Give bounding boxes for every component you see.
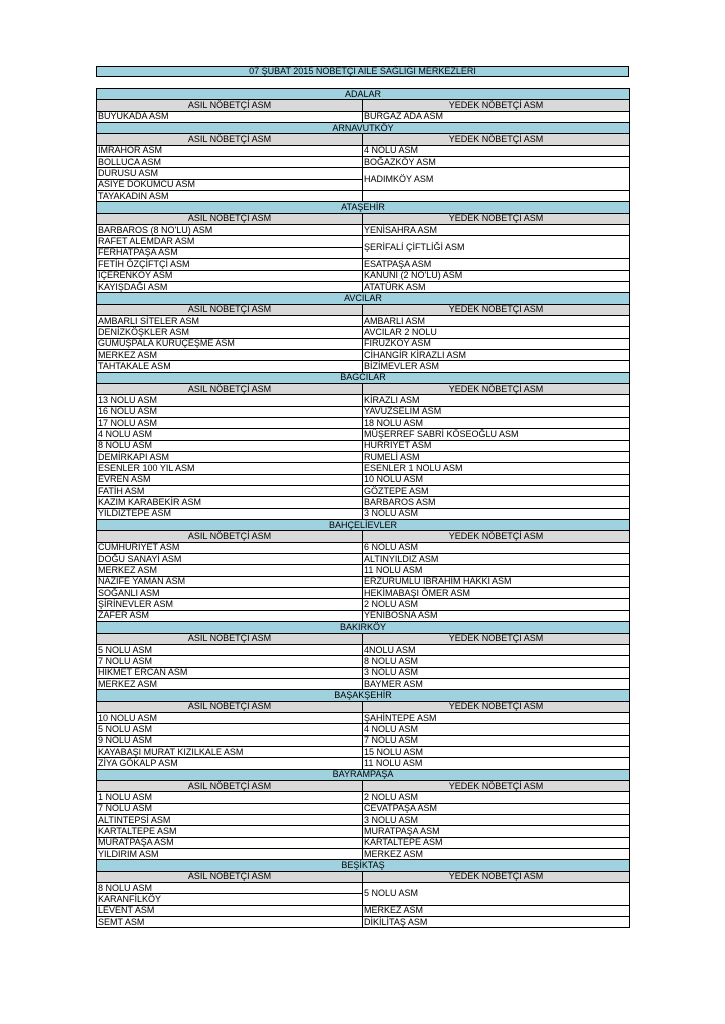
asil-header: ASIL NÖBETÇİ ASM bbox=[97, 531, 363, 542]
table-row bbox=[97, 735, 630, 746]
district-row bbox=[97, 202, 630, 213]
district-name: BAĞCILAR bbox=[97, 372, 630, 383]
yedek-cell: MERKEZ ASM bbox=[363, 849, 630, 860]
yedek-cell: CİHANGİR KİRAZLI ASM bbox=[363, 349, 630, 360]
table-row bbox=[97, 486, 630, 497]
yedek-cell: 8 NOLU ASM bbox=[363, 656, 630, 667]
asil-cell: HİKMET ERCAN ASM bbox=[97, 667, 363, 678]
table-row bbox=[97, 338, 630, 349]
asil-cell: İÇERENKÖY ASM bbox=[97, 270, 363, 281]
yedek-cell: DİKİLİTAŞ ASM bbox=[363, 917, 630, 928]
table-row bbox=[97, 406, 630, 417]
table-row bbox=[97, 417, 630, 428]
column-header-row bbox=[97, 701, 630, 712]
asil-cell: 10 NOLU ASM bbox=[97, 712, 363, 723]
table-row bbox=[97, 712, 630, 723]
table-row bbox=[97, 883, 630, 894]
yedek-cell bbox=[363, 191, 630, 202]
district-name: AVCILAR bbox=[97, 293, 630, 304]
yedek-cell: 3 NOLU ASM bbox=[363, 508, 630, 519]
table-row bbox=[97, 599, 630, 610]
yedek-cell: ATATÜRK ASM bbox=[363, 281, 630, 292]
district-name: BAHÇELİEVLER bbox=[97, 520, 630, 531]
table-row bbox=[97, 225, 630, 236]
table-row bbox=[97, 440, 630, 451]
table-row bbox=[97, 281, 630, 292]
yedek-cell: AVCILAR 2 NOLU bbox=[363, 327, 630, 338]
asil-cell: 17 NOLU ASM bbox=[97, 417, 363, 428]
table-row bbox=[97, 826, 630, 837]
asil-cell: RAFET ALEMDAR ASM bbox=[97, 236, 363, 247]
asil-header: ASIL NÖBETÇİ ASM bbox=[97, 213, 363, 224]
table-row bbox=[97, 361, 630, 372]
asil-cell: 8 NOLU ASM bbox=[97, 440, 363, 451]
table-row bbox=[97, 837, 630, 848]
district-name: BAKIRKÖY bbox=[97, 622, 630, 633]
yedek-cell: GÖZTEPE ASM bbox=[363, 486, 630, 497]
duty-table bbox=[96, 88, 630, 928]
asil-cell: KAYABAŞI MURAT KIZILKALE ASM bbox=[97, 746, 363, 757]
yedek-cell: YAVUZSELİM ASM bbox=[363, 406, 630, 417]
asil-cell: ESENLER 100 YIL ASM bbox=[97, 463, 363, 474]
yedek-cell: ŞAHİNTEPE ASM bbox=[363, 712, 630, 723]
yedek-cell: 4NOLU ASM bbox=[363, 644, 630, 655]
table-row bbox=[97, 474, 630, 485]
asil-cell: SOĞANLI ASM bbox=[97, 588, 363, 599]
district-row bbox=[97, 520, 630, 531]
column-header-row bbox=[97, 134, 630, 145]
table-row bbox=[97, 656, 630, 667]
column-header-row bbox=[97, 780, 630, 791]
asil-cell: ASİYE DÖKÜMCÜ ASM bbox=[97, 179, 363, 190]
district-row bbox=[97, 293, 630, 304]
asil-header: ASIL NÖBETÇİ ASM bbox=[97, 633, 363, 644]
yedek-cell: 7 NOLU ASM bbox=[363, 735, 630, 746]
yedek-cell: 11 NOLU ASM bbox=[363, 758, 630, 769]
yedek-cell: KARTALTEPE ASM bbox=[363, 837, 630, 848]
yedek-cell: ERZURUMLU İBRAHİM HAKKI ASM bbox=[363, 576, 630, 587]
asil-cell: DOĞU SANAYİ ASM bbox=[97, 554, 363, 565]
table-row bbox=[97, 463, 630, 474]
yedek-cell: BAYMER ASM bbox=[363, 678, 630, 689]
yedek-cell: ALTINYILDIZ ASM bbox=[363, 554, 630, 565]
yedek-header: YEDEK NÖBETÇİ ASM bbox=[363, 134, 630, 145]
yedek-cell: FİRUZKÖY ASM bbox=[363, 338, 630, 349]
yedek-cell: HEKİMABAŞI ÖMER ASM bbox=[363, 588, 630, 599]
yedek-cell: ŞERİFALİ ÇİFTLİĞİ ASM bbox=[363, 236, 630, 259]
yedek-cell: 4 NOLU ASM bbox=[363, 724, 630, 735]
asil-cell: DEMİRKAPI ASM bbox=[97, 452, 363, 463]
yedek-cell: 3 NOLU ASM bbox=[363, 815, 630, 826]
column-header-row bbox=[97, 100, 630, 111]
yedek-cell: BİZİMEVLER ASM bbox=[363, 361, 630, 372]
yedek-header: YEDEK NÖBETÇİ ASM bbox=[363, 304, 630, 315]
yedek-cell: ESATPAŞA ASM bbox=[363, 259, 630, 270]
asil-cell: TAHTAKALE ASM bbox=[97, 361, 363, 372]
table-row bbox=[97, 497, 630, 508]
yedek-cell: 2 NOLU ASM bbox=[363, 792, 630, 803]
table-row bbox=[97, 542, 630, 553]
district-name: BAŞAKŞEHİR bbox=[97, 690, 630, 701]
yedek-header: YEDEK NÖBETÇİ ASM bbox=[363, 383, 630, 394]
asil-cell: LEVENT ASM bbox=[97, 905, 363, 916]
table-row bbox=[97, 111, 630, 122]
yedek-header: YEDEK NÖBETÇİ ASM bbox=[363, 633, 630, 644]
asil-cell: MERKEZ ASM bbox=[97, 349, 363, 360]
district-name: ADALAR bbox=[97, 89, 630, 100]
yedek-cell: AMBARLI ASM bbox=[363, 315, 630, 326]
asil-cell: MURATPAŞA ASM bbox=[97, 837, 363, 848]
yedek-cell: 15 NOLU ASM bbox=[363, 746, 630, 757]
yedek-cell: YENİBOSNA ASM bbox=[363, 610, 630, 621]
asil-cell: MERKEZ ASM bbox=[97, 565, 363, 576]
asil-cell: 4 NOLU ASM bbox=[97, 429, 363, 440]
asil-header: ASIL NÖBETÇİ ASM bbox=[97, 701, 363, 712]
asil-cell: EVREN ASM bbox=[97, 474, 363, 485]
column-header-row bbox=[97, 871, 630, 882]
district-name: ATAŞEHİR bbox=[97, 202, 630, 213]
yedek-header: YEDEK NÖBETÇİ ASM bbox=[363, 531, 630, 542]
asil-cell: KAYIŞDAĞI ASM bbox=[97, 281, 363, 292]
yedek-cell: YENİSAHRA ASM bbox=[363, 225, 630, 236]
table-row bbox=[97, 259, 630, 270]
table-row bbox=[97, 508, 630, 519]
table-row bbox=[97, 815, 630, 826]
asil-cell: BOLLUCA ASM bbox=[97, 157, 363, 168]
asil-cell: 13 NOLU ASM bbox=[97, 395, 363, 406]
column-header-row bbox=[97, 213, 630, 224]
district-name: BAYRAMPAŞA bbox=[97, 769, 630, 780]
table-row bbox=[97, 429, 630, 440]
asil-cell: SEMT ASM bbox=[97, 917, 363, 928]
table-row bbox=[97, 157, 630, 168]
district-row bbox=[97, 123, 630, 134]
table-row bbox=[97, 395, 630, 406]
asil-header: ASIL NÖBETÇİ ASM bbox=[97, 304, 363, 315]
asil-cell: KAZIM KARABEKİR ASM bbox=[97, 497, 363, 508]
table-row bbox=[97, 758, 630, 769]
yedek-cell: MERKEZ ASM bbox=[363, 905, 630, 916]
table-row bbox=[97, 678, 630, 689]
asil-cell: FATİH ASM bbox=[97, 486, 363, 497]
duty-table-body bbox=[97, 89, 630, 928]
table-row bbox=[97, 145, 630, 156]
asil-cell: YILDIZTEPE ASM bbox=[97, 508, 363, 519]
yedek-cell: 2 NOLU ASM bbox=[363, 599, 630, 610]
yedek-cell: 18 NOLU ASM bbox=[363, 417, 630, 428]
column-header-row bbox=[97, 633, 630, 644]
asil-cell: 7 NOLU ASM bbox=[97, 656, 363, 667]
asil-cell: 5 NOLU ASM bbox=[97, 644, 363, 655]
asil-cell: 8 NOLU ASM bbox=[97, 883, 363, 894]
asil-cell: KARTALTEPE ASM bbox=[97, 826, 363, 837]
asil-header: ASIL NÖBETÇİ ASM bbox=[97, 100, 363, 111]
table-row bbox=[97, 315, 630, 326]
asil-header: ASIL NÖBETÇİ ASM bbox=[97, 134, 363, 145]
asil-header: ASIL NÖBETÇİ ASM bbox=[97, 780, 363, 791]
asil-cell: ZAFER ASM bbox=[97, 610, 363, 621]
district-name: BEŞİKTAŞ bbox=[97, 860, 630, 871]
asil-cell: ZİYA GÖKALP ASM bbox=[97, 758, 363, 769]
asil-cell: 16 NOLU ASM bbox=[97, 406, 363, 417]
yedek-cell: 11 NOLU ASM bbox=[363, 565, 630, 576]
yedek-cell: BARBAROS ASM bbox=[363, 497, 630, 508]
yedek-cell: BOĞAZKÖY ASM bbox=[363, 157, 630, 168]
asil-cell: NAZİFE YAMAN ASM bbox=[97, 576, 363, 587]
asil-cell: DURUSU ASM bbox=[97, 168, 363, 179]
asil-cell: 5 NOLU ASM bbox=[97, 724, 363, 735]
column-header-row bbox=[97, 383, 630, 394]
table-row bbox=[97, 905, 630, 916]
yedek-cell: ESENLER 1 NOLU ASM bbox=[363, 463, 630, 474]
yedek-cell: KİRAZLI ASM bbox=[363, 395, 630, 406]
asil-cell: İMRAHOR ASM bbox=[97, 145, 363, 156]
yedek-cell: BURGAZ ADA ASM bbox=[363, 111, 630, 122]
yedek-cell: 4 NOLU ASM bbox=[363, 145, 630, 156]
district-row bbox=[97, 769, 630, 780]
yedek-cell: MURATPAŞA ASM bbox=[363, 826, 630, 837]
yedek-cell: 5 NOLU ASM bbox=[363, 883, 630, 906]
district-name: ARNAVUTKÖY bbox=[97, 123, 630, 134]
table-row bbox=[97, 644, 630, 655]
asil-cell: BÜYÜKADA ASM bbox=[97, 111, 363, 122]
table-row bbox=[97, 565, 630, 576]
table-row bbox=[97, 724, 630, 735]
asil-cell: ALTINTEPSİ ASM bbox=[97, 815, 363, 826]
asil-cell: FERHATPAŞA ASM bbox=[97, 247, 363, 258]
yedek-cell: RUMELİ ASM bbox=[363, 452, 630, 463]
table-row bbox=[97, 168, 630, 179]
asil-cell: 7 NOLU ASM bbox=[97, 803, 363, 814]
table-row bbox=[97, 191, 630, 202]
table-row bbox=[97, 349, 630, 360]
asil-cell: 9 NOLU ASM bbox=[97, 735, 363, 746]
table-row bbox=[97, 452, 630, 463]
table-row bbox=[97, 792, 630, 803]
asil-cell: CUMHURİYET ASM bbox=[97, 542, 363, 553]
table-row bbox=[97, 588, 630, 599]
table-row bbox=[97, 917, 630, 928]
yedek-cell: 10 NOLU ASM bbox=[363, 474, 630, 485]
asil-cell: YILDIRIM ASM bbox=[97, 849, 363, 860]
table-row bbox=[97, 554, 630, 565]
asil-cell: DENİZKÖŞKLER ASM bbox=[97, 327, 363, 338]
yedek-cell: MÜŞERREF SABRİ KÖSEOĞLU ASM bbox=[363, 429, 630, 440]
table-row bbox=[97, 849, 630, 860]
column-header-row bbox=[97, 531, 630, 542]
table-row bbox=[97, 576, 630, 587]
yedek-cell: CEVATPAŞA ASM bbox=[363, 803, 630, 814]
district-row bbox=[97, 372, 630, 383]
table-row bbox=[97, 327, 630, 338]
asil-cell: MERKEZ ASM bbox=[97, 678, 363, 689]
district-row bbox=[97, 860, 630, 871]
table-row bbox=[97, 667, 630, 678]
asil-cell: BARBAROS (8 NO'LU) ASM bbox=[97, 225, 363, 236]
asil-cell: KARANFİLKÖY bbox=[97, 894, 363, 905]
yedek-header: YEDEK NÖBETÇİ ASM bbox=[363, 100, 630, 111]
yedek-cell: HADIMKÖY ASM bbox=[363, 168, 630, 191]
yedek-cell: HÜRRİYET ASM bbox=[363, 440, 630, 451]
asil-cell: 1 NOLU ASM bbox=[97, 792, 363, 803]
asil-cell: TAYAKADIN ASM bbox=[97, 191, 363, 202]
table-row bbox=[97, 270, 630, 281]
yedek-header: YEDEK NÖBETÇİ ASM bbox=[363, 780, 630, 791]
page-title: 07 ŞUBAT 2015 NÖBETÇİ AİLE SAĞLIĞI MERKEZLERİ bbox=[96, 66, 629, 77]
column-header-row bbox=[97, 304, 630, 315]
table-row bbox=[97, 236, 630, 247]
yedek-cell: 3 NOLU ASM bbox=[363, 667, 630, 678]
asil-header: ASIL NÖBETÇİ ASM bbox=[97, 871, 363, 882]
asil-cell: GÜMÜŞPALA KURUÇEŞME ASM bbox=[97, 338, 363, 349]
district-row bbox=[97, 622, 630, 633]
yedek-cell: KANUNİ (2 NO'LU) ASM bbox=[363, 270, 630, 281]
district-row bbox=[97, 690, 630, 701]
table-row bbox=[97, 803, 630, 814]
table-row bbox=[97, 746, 630, 757]
asil-cell: FETİH ÖZÇİFTÇİ ASM bbox=[97, 259, 363, 270]
asil-cell: AMBARLI SİTELER ASM bbox=[97, 315, 363, 326]
asil-header: ASIL NÖBETÇİ ASM bbox=[97, 383, 363, 394]
table-row bbox=[97, 610, 630, 621]
yedek-header: YEDEK NÖBETÇİ ASM bbox=[363, 213, 630, 224]
yedek-cell: 6 NOLU ASM bbox=[363, 542, 630, 553]
yedek-header: YEDEK NÖBETÇİ ASM bbox=[363, 701, 630, 712]
yedek-header: YEDEK NÖBETÇİ ASM bbox=[363, 871, 630, 882]
asil-cell: ŞİRİNEVLER ASM bbox=[97, 599, 363, 610]
district-row bbox=[97, 89, 630, 100]
